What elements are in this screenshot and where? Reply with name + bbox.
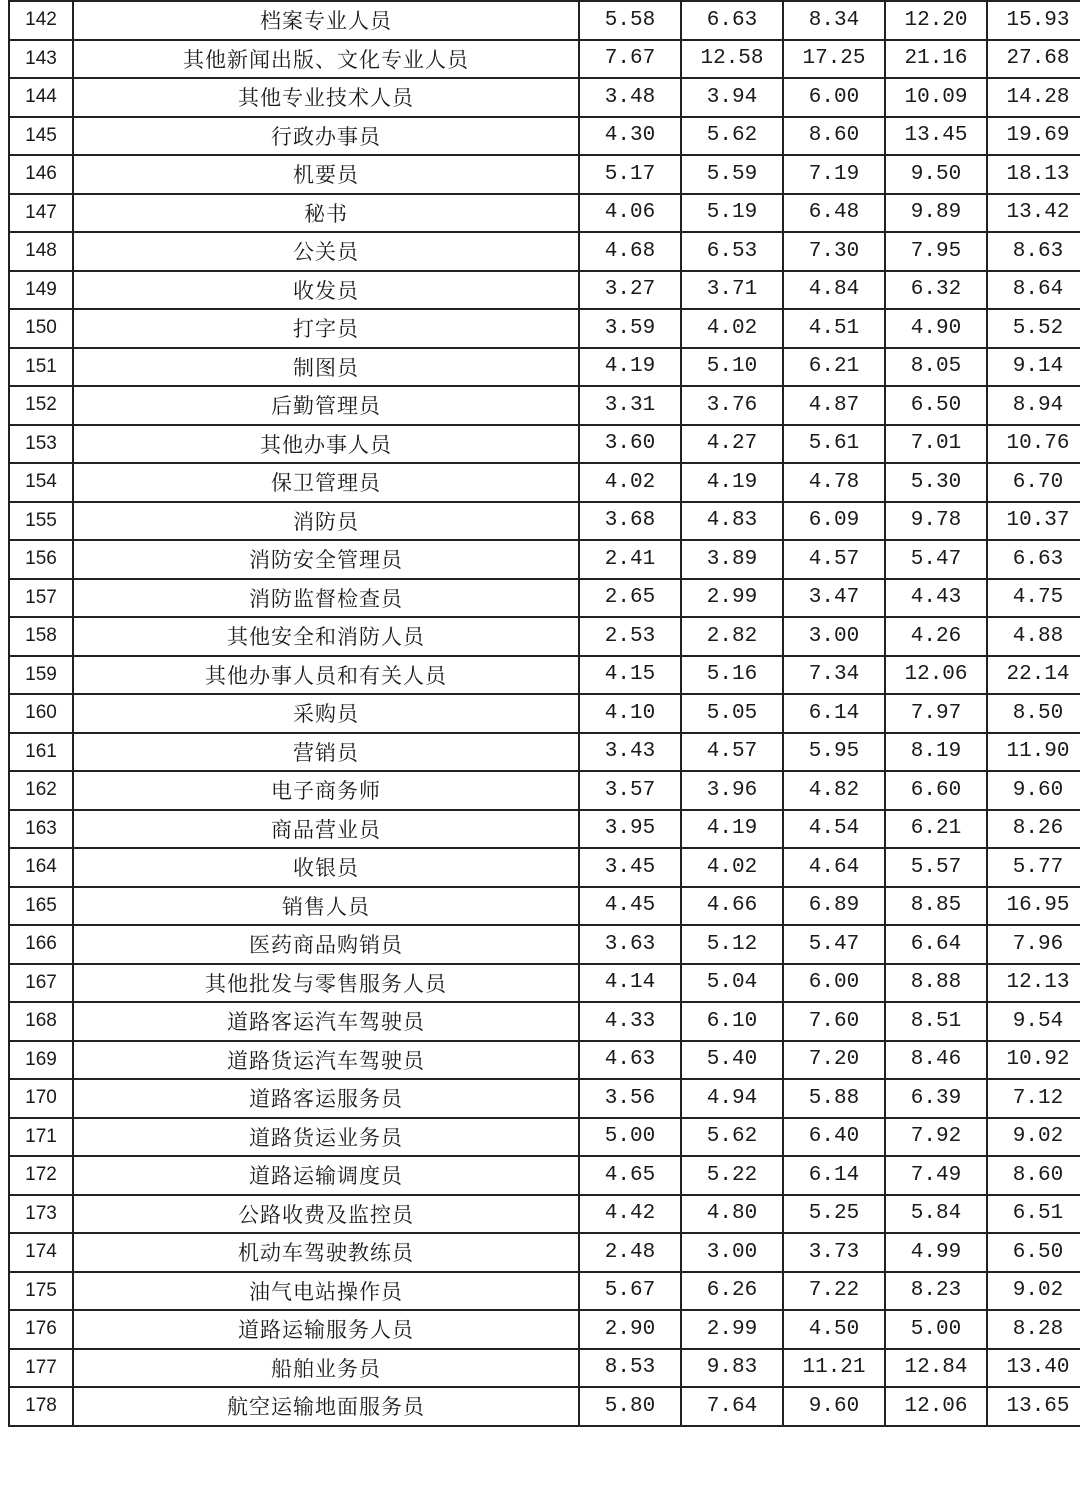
table-row	[9, 733, 1080, 772]
value-cell-3: 5.47	[783, 925, 885, 964]
value-cell-2: 5.40	[681, 1041, 783, 1080]
value-cell-2: 2.99	[681, 1310, 783, 1349]
value-cell-1: 2.48	[579, 1233, 681, 1272]
occupation-name-cell: 采购员	[73, 694, 579, 733]
occupation-name-cell: 道路货运业务员	[73, 1118, 579, 1157]
value-cell-4: 8.51	[885, 1002, 987, 1041]
row-number-cell: 173	[9, 1195, 73, 1234]
value-cell-5: 13.40	[987, 1349, 1080, 1388]
row-number-cell: 176	[9, 1310, 73, 1349]
occupation-name-cell: 公路收费及监控员	[73, 1195, 579, 1234]
value-cell-2: 5.16	[681, 656, 783, 695]
value-cell-1: 4.15	[579, 656, 681, 695]
row-number-cell: 154	[9, 463, 73, 502]
value-cell-3: 7.34	[783, 656, 885, 695]
occupation-name-cell: 消防安全管理员	[73, 540, 579, 579]
value-cell-4: 9.78	[885, 502, 987, 541]
value-cell-5: 4.75	[987, 579, 1080, 618]
value-cell-5: 7.96	[987, 925, 1080, 964]
occupation-name-cell: 秘书	[73, 194, 579, 233]
value-cell-2: 7.64	[681, 1387, 783, 1426]
table-row	[9, 579, 1080, 618]
value-cell-4: 8.46	[885, 1041, 987, 1080]
row-number-cell: 143	[9, 40, 73, 79]
value-cell-2: 4.57	[681, 733, 783, 772]
value-cell-5: 13.65	[987, 1387, 1080, 1426]
row-number-cell: 169	[9, 1041, 73, 1080]
row-number-cell: 153	[9, 425, 73, 464]
occupation-wage-table	[8, 0, 1080, 1427]
occupation-name-cell: 收银员	[73, 848, 579, 887]
value-cell-5: 10.92	[987, 1041, 1080, 1080]
occupation-name-cell: 其他安全和消防人员	[73, 617, 579, 656]
value-cell-1: 4.65	[579, 1156, 681, 1195]
occupation-name-cell: 消防监督检查员	[73, 579, 579, 618]
occupation-name-cell: 商品营业员	[73, 810, 579, 849]
occupation-name-cell: 道路货运汽车驾驶员	[73, 1041, 579, 1080]
value-cell-5: 10.37	[987, 502, 1080, 541]
value-cell-5: 13.42	[987, 194, 1080, 233]
value-cell-3: 6.14	[783, 1156, 885, 1195]
table-row	[9, 386, 1080, 425]
row-number-cell: 157	[9, 579, 73, 618]
value-cell-5: 27.68	[987, 40, 1080, 79]
table-row	[9, 1156, 1080, 1195]
value-cell-4: 12.20	[885, 1, 987, 40]
value-cell-4: 8.05	[885, 348, 987, 387]
value-cell-3: 7.20	[783, 1041, 885, 1080]
value-cell-3: 9.60	[783, 1387, 885, 1426]
value-cell-5: 8.26	[987, 810, 1080, 849]
row-number-cell: 158	[9, 617, 73, 656]
row-number-cell: 172	[9, 1156, 73, 1195]
value-cell-4: 4.90	[885, 309, 987, 348]
row-number-cell: 171	[9, 1118, 73, 1157]
row-number-cell: 177	[9, 1349, 73, 1388]
occupation-name-cell: 消防员	[73, 502, 579, 541]
table-row	[9, 1, 1080, 40]
value-cell-4: 7.92	[885, 1118, 987, 1157]
value-cell-5: 15.93	[987, 1, 1080, 40]
table-row	[9, 617, 1080, 656]
value-cell-5: 11.90	[987, 733, 1080, 772]
value-cell-2: 5.10	[681, 348, 783, 387]
value-cell-4: 6.32	[885, 271, 987, 310]
value-cell-4: 9.50	[885, 155, 987, 194]
value-cell-5: 8.94	[987, 386, 1080, 425]
row-number-cell: 178	[9, 1387, 73, 1426]
value-cell-1: 2.90	[579, 1310, 681, 1349]
value-cell-3: 6.89	[783, 887, 885, 926]
value-cell-2: 3.94	[681, 78, 783, 117]
value-cell-4: 8.23	[885, 1272, 987, 1311]
value-cell-2: 4.02	[681, 309, 783, 348]
value-cell-1: 4.42	[579, 1195, 681, 1234]
row-number-cell: 156	[9, 540, 73, 579]
value-cell-5: 8.60	[987, 1156, 1080, 1195]
value-cell-4: 6.39	[885, 1079, 987, 1118]
table-row	[9, 117, 1080, 156]
value-cell-1: 3.31	[579, 386, 681, 425]
value-cell-2: 4.19	[681, 463, 783, 502]
table-row	[9, 1118, 1080, 1157]
row-number-cell: 166	[9, 925, 73, 964]
value-cell-5: 6.70	[987, 463, 1080, 502]
value-cell-5: 19.69	[987, 117, 1080, 156]
value-cell-3: 4.54	[783, 810, 885, 849]
value-cell-5: 6.50	[987, 1233, 1080, 1272]
occupation-name-cell: 打字员	[73, 309, 579, 348]
table-row	[9, 1041, 1080, 1080]
value-cell-4: 8.19	[885, 733, 987, 772]
value-cell-2: 3.00	[681, 1233, 783, 1272]
occupation-name-cell: 其他专业技术人员	[73, 78, 579, 117]
value-cell-5: 9.02	[987, 1272, 1080, 1311]
value-cell-1: 3.60	[579, 425, 681, 464]
value-cell-2: 4.19	[681, 810, 783, 849]
value-cell-2: 6.26	[681, 1272, 783, 1311]
table-row	[9, 194, 1080, 233]
table-row	[9, 1349, 1080, 1388]
occupation-name-cell: 销售人员	[73, 887, 579, 926]
value-cell-4: 6.21	[885, 810, 987, 849]
row-number-cell: 168	[9, 1002, 73, 1041]
value-cell-1: 4.30	[579, 117, 681, 156]
table-row	[9, 1002, 1080, 1041]
value-cell-4: 7.01	[885, 425, 987, 464]
value-cell-5: 9.54	[987, 1002, 1080, 1041]
value-cell-1: 2.41	[579, 540, 681, 579]
value-cell-5: 8.50	[987, 694, 1080, 733]
value-cell-2: 4.66	[681, 887, 783, 926]
value-cell-2: 12.58	[681, 40, 783, 79]
row-number-cell: 145	[9, 117, 73, 156]
occupation-name-cell: 其他办事人员	[73, 425, 579, 464]
value-cell-4: 7.49	[885, 1156, 987, 1195]
occupation-name-cell: 油气电站操作员	[73, 1272, 579, 1311]
value-cell-5: 14.28	[987, 78, 1080, 117]
value-cell-4: 4.99	[885, 1233, 987, 1272]
value-cell-4: 8.85	[885, 887, 987, 926]
value-cell-5: 22.14	[987, 656, 1080, 695]
value-cell-2: 5.62	[681, 1118, 783, 1157]
value-cell-3: 7.22	[783, 1272, 885, 1311]
value-cell-4: 6.50	[885, 386, 987, 425]
value-cell-1: 3.45	[579, 848, 681, 887]
value-cell-1: 4.19	[579, 348, 681, 387]
value-cell-4: 7.95	[885, 232, 987, 271]
value-cell-1: 4.68	[579, 232, 681, 271]
value-cell-5: 9.14	[987, 348, 1080, 387]
value-cell-2: 5.22	[681, 1156, 783, 1195]
table-row	[9, 1079, 1080, 1118]
value-cell-4: 12.06	[885, 1387, 987, 1426]
value-cell-4: 7.97	[885, 694, 987, 733]
row-number-cell: 174	[9, 1233, 73, 1272]
value-cell-5: 9.60	[987, 771, 1080, 810]
value-cell-1: 3.63	[579, 925, 681, 964]
value-cell-4: 8.88	[885, 964, 987, 1003]
occupation-name-cell: 其他新闻出版、文化专业人员	[73, 40, 579, 79]
value-cell-5: 4.88	[987, 617, 1080, 656]
value-cell-5: 7.12	[987, 1079, 1080, 1118]
row-number-cell: 144	[9, 78, 73, 117]
value-cell-1: 3.57	[579, 771, 681, 810]
occupation-name-cell: 公关员	[73, 232, 579, 271]
value-cell-1: 3.68	[579, 502, 681, 541]
value-cell-3: 8.34	[783, 1, 885, 40]
value-cell-2: 9.83	[681, 1349, 783, 1388]
value-cell-3: 5.61	[783, 425, 885, 464]
value-cell-1: 4.45	[579, 887, 681, 926]
value-cell-1: 5.80	[579, 1387, 681, 1426]
table-row	[9, 848, 1080, 887]
value-cell-5: 6.51	[987, 1195, 1080, 1234]
value-cell-3: 6.00	[783, 78, 885, 117]
value-cell-3: 4.87	[783, 386, 885, 425]
occupation-name-cell: 收发员	[73, 271, 579, 310]
table-row	[9, 232, 1080, 271]
value-cell-2: 3.96	[681, 771, 783, 810]
value-cell-4: 9.89	[885, 194, 987, 233]
table-row	[9, 425, 1080, 464]
value-cell-4: 5.57	[885, 848, 987, 887]
row-number-cell: 146	[9, 155, 73, 194]
value-cell-4: 21.16	[885, 40, 987, 79]
occupation-name-cell: 医药商品购销员	[73, 925, 579, 964]
value-cell-1: 3.48	[579, 78, 681, 117]
value-cell-5: 6.63	[987, 540, 1080, 579]
value-cell-5: 5.77	[987, 848, 1080, 887]
value-cell-4: 5.84	[885, 1195, 987, 1234]
value-cell-5: 8.28	[987, 1310, 1080, 1349]
table-row	[9, 694, 1080, 733]
table-row	[9, 348, 1080, 387]
occupation-name-cell: 行政办事员	[73, 117, 579, 156]
value-cell-3: 7.19	[783, 155, 885, 194]
value-cell-2: 4.83	[681, 502, 783, 541]
value-cell-1: 3.56	[579, 1079, 681, 1118]
value-cell-2: 5.04	[681, 964, 783, 1003]
value-cell-1: 3.27	[579, 271, 681, 310]
value-cell-3: 5.88	[783, 1079, 885, 1118]
table-row	[9, 887, 1080, 926]
table-row	[9, 1195, 1080, 1234]
value-cell-4: 10.09	[885, 78, 987, 117]
value-cell-3: 4.64	[783, 848, 885, 887]
value-cell-4: 6.64	[885, 925, 987, 964]
value-cell-4: 5.00	[885, 1310, 987, 1349]
value-cell-2: 3.89	[681, 540, 783, 579]
row-number-cell: 142	[9, 1, 73, 40]
value-cell-4: 13.45	[885, 117, 987, 156]
value-cell-3: 4.50	[783, 1310, 885, 1349]
occupation-name-cell: 营销员	[73, 733, 579, 772]
value-cell-1: 4.10	[579, 694, 681, 733]
row-number-cell: 149	[9, 271, 73, 310]
value-cell-3: 4.57	[783, 540, 885, 579]
table-row	[9, 771, 1080, 810]
value-cell-2: 6.10	[681, 1002, 783, 1041]
table-row	[9, 925, 1080, 964]
value-cell-1: 5.58	[579, 1, 681, 40]
value-cell-1: 3.59	[579, 309, 681, 348]
occupation-name-cell: 机要员	[73, 155, 579, 194]
value-cell-1: 4.14	[579, 964, 681, 1003]
row-number-cell: 163	[9, 810, 73, 849]
value-cell-3: 4.51	[783, 309, 885, 348]
value-cell-3: 4.84	[783, 271, 885, 310]
table-row	[9, 502, 1080, 541]
value-cell-2: 5.12	[681, 925, 783, 964]
row-number-cell: 160	[9, 694, 73, 733]
row-number-cell: 152	[9, 386, 73, 425]
value-cell-5: 16.95	[987, 887, 1080, 926]
value-cell-1: 5.00	[579, 1118, 681, 1157]
table-row	[9, 155, 1080, 194]
row-number-cell: 150	[9, 309, 73, 348]
value-cell-5: 8.63	[987, 232, 1080, 271]
value-cell-2: 2.82	[681, 617, 783, 656]
value-cell-5: 5.52	[987, 309, 1080, 348]
value-cell-4: 12.84	[885, 1349, 987, 1388]
value-cell-3: 8.60	[783, 117, 885, 156]
value-cell-2: 3.76	[681, 386, 783, 425]
table-row	[9, 540, 1080, 579]
value-cell-1: 4.33	[579, 1002, 681, 1041]
value-cell-3: 5.25	[783, 1195, 885, 1234]
value-cell-1: 2.65	[579, 579, 681, 618]
value-cell-2: 5.59	[681, 155, 783, 194]
occupation-name-cell: 电子商务师	[73, 771, 579, 810]
row-number-cell: 175	[9, 1272, 73, 1311]
occupation-name-cell: 航空运输地面服务员	[73, 1387, 579, 1426]
value-cell-3: 7.60	[783, 1002, 885, 1041]
value-cell-3: 3.47	[783, 579, 885, 618]
value-cell-1: 4.63	[579, 1041, 681, 1080]
occupation-name-cell: 机动车驾驶教练员	[73, 1233, 579, 1272]
value-cell-2: 3.71	[681, 271, 783, 310]
table-row	[9, 309, 1080, 348]
row-number-cell: 151	[9, 348, 73, 387]
table-row	[9, 78, 1080, 117]
table-row	[9, 1272, 1080, 1311]
value-cell-1: 8.53	[579, 1349, 681, 1388]
value-cell-3: 6.09	[783, 502, 885, 541]
value-cell-1: 2.53	[579, 617, 681, 656]
value-cell-4: 12.06	[885, 656, 987, 695]
value-cell-2: 4.27	[681, 425, 783, 464]
value-cell-1: 4.02	[579, 463, 681, 502]
table-row	[9, 656, 1080, 695]
value-cell-3: 4.78	[783, 463, 885, 502]
value-cell-1: 3.95	[579, 810, 681, 849]
occupation-name-cell: 档案专业人员	[73, 1, 579, 40]
occupation-name-cell: 道路运输调度员	[73, 1156, 579, 1195]
value-cell-2: 4.80	[681, 1195, 783, 1234]
occupation-name-cell: 保卫管理员	[73, 463, 579, 502]
value-cell-4: 5.47	[885, 540, 987, 579]
occupation-name-cell: 制图员	[73, 348, 579, 387]
row-number-cell: 161	[9, 733, 73, 772]
value-cell-4: 4.43	[885, 579, 987, 618]
value-cell-5: 9.02	[987, 1118, 1080, 1157]
value-cell-1: 7.67	[579, 40, 681, 79]
value-cell-3: 7.30	[783, 232, 885, 271]
occupation-name-cell: 船舶业务员	[73, 1349, 579, 1388]
value-cell-2: 2.99	[681, 579, 783, 618]
value-cell-2: 4.94	[681, 1079, 783, 1118]
wage-table-container	[8, 0, 1076, 1427]
value-cell-2: 6.53	[681, 232, 783, 271]
value-cell-2: 5.05	[681, 694, 783, 733]
occupation-name-cell: 其他办事人员和有关人员	[73, 656, 579, 695]
value-cell-3: 5.95	[783, 733, 885, 772]
value-cell-3: 11.21	[783, 1349, 885, 1388]
value-cell-3: 6.00	[783, 964, 885, 1003]
occupation-name-cell: 道路运输服务人员	[73, 1310, 579, 1349]
row-number-cell: 170	[9, 1079, 73, 1118]
value-cell-5: 12.13	[987, 964, 1080, 1003]
row-number-cell: 167	[9, 964, 73, 1003]
row-number-cell: 162	[9, 771, 73, 810]
value-cell-1: 3.43	[579, 733, 681, 772]
value-cell-3: 6.48	[783, 194, 885, 233]
value-cell-1: 5.67	[579, 1272, 681, 1311]
value-cell-4: 6.60	[885, 771, 987, 810]
table-row	[9, 964, 1080, 1003]
row-number-cell: 147	[9, 194, 73, 233]
value-cell-5: 8.64	[987, 271, 1080, 310]
occupation-name-cell: 其他批发与零售服务人员	[73, 964, 579, 1003]
occupation-name-cell: 后勤管理员	[73, 386, 579, 425]
table-row	[9, 463, 1080, 502]
value-cell-2: 5.19	[681, 194, 783, 233]
row-number-cell: 164	[9, 848, 73, 887]
value-cell-5: 10.76	[987, 425, 1080, 464]
table-row	[9, 1233, 1080, 1272]
table-body	[9, 1, 1080, 1426]
occupation-name-cell: 道路客运服务员	[73, 1079, 579, 1118]
value-cell-3: 4.82	[783, 771, 885, 810]
table-row	[9, 40, 1080, 79]
value-cell-3: 6.14	[783, 694, 885, 733]
value-cell-2: 6.63	[681, 1, 783, 40]
value-cell-2: 5.62	[681, 117, 783, 156]
value-cell-1: 4.06	[579, 194, 681, 233]
value-cell-3: 17.25	[783, 40, 885, 79]
value-cell-4: 5.30	[885, 463, 987, 502]
value-cell-4: 4.26	[885, 617, 987, 656]
value-cell-5: 18.13	[987, 155, 1080, 194]
table-row	[9, 810, 1080, 849]
value-cell-3: 6.21	[783, 348, 885, 387]
row-number-cell: 148	[9, 232, 73, 271]
table-row	[9, 1387, 1080, 1426]
value-cell-3: 6.40	[783, 1118, 885, 1157]
row-number-cell: 155	[9, 502, 73, 541]
value-cell-3: 3.00	[783, 617, 885, 656]
table-row	[9, 271, 1080, 310]
row-number-cell: 159	[9, 656, 73, 695]
table-row	[9, 1310, 1080, 1349]
value-cell-1: 5.17	[579, 155, 681, 194]
occupation-name-cell: 道路客运汽车驾驶员	[73, 1002, 579, 1041]
row-number-cell: 165	[9, 887, 73, 926]
value-cell-2: 4.02	[681, 848, 783, 887]
value-cell-3: 3.73	[783, 1233, 885, 1272]
